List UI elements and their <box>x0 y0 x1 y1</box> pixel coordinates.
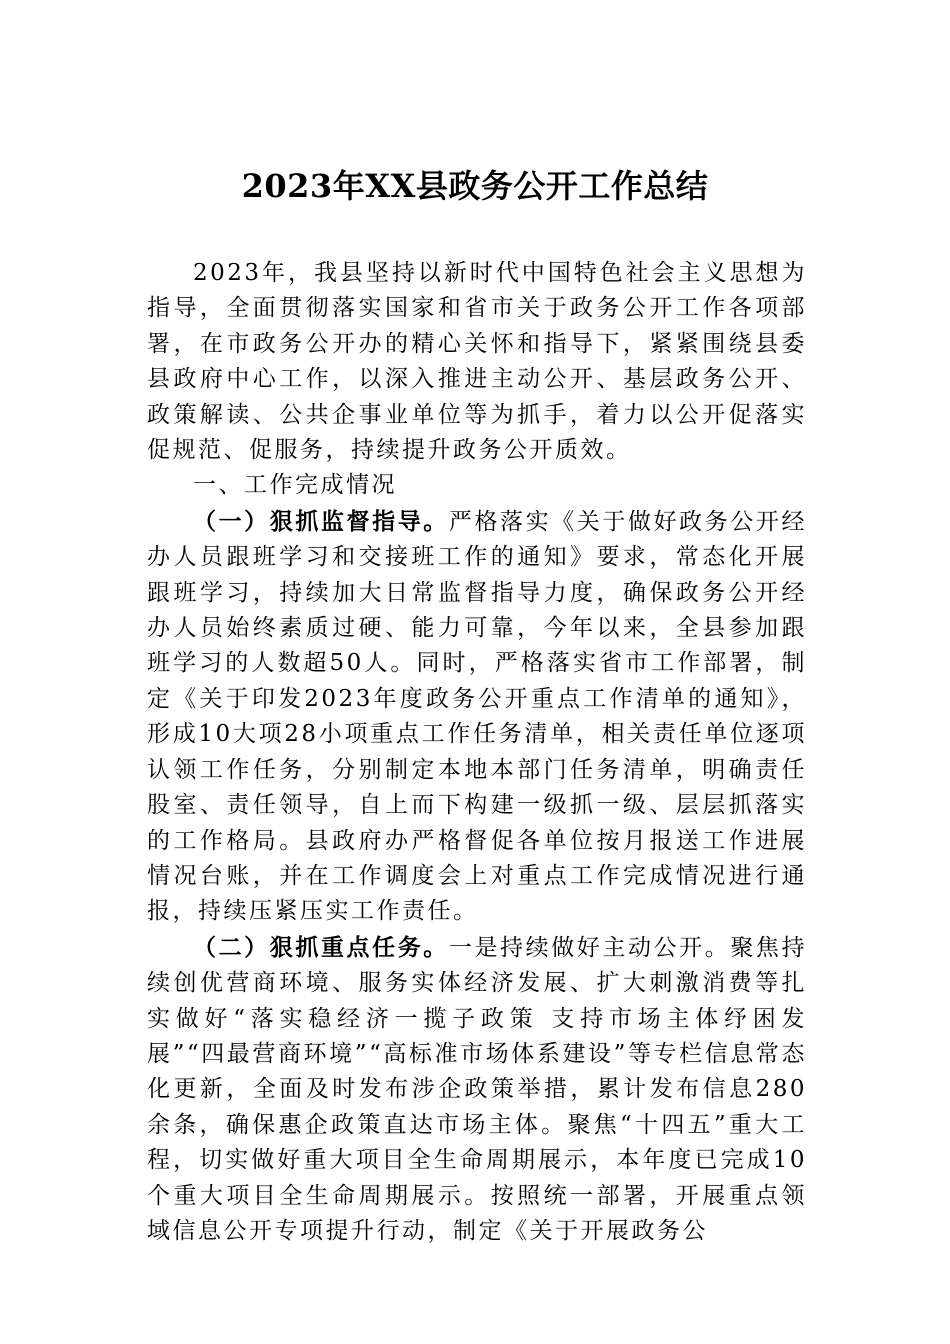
paragraph-lead: （二）狠抓重点任务。 <box>193 933 449 961</box>
paragraph-supervision <box>147 504 807 930</box>
paragraph-lead: （一）狠抓监督指导。 <box>193 507 449 535</box>
section-heading: 一、工作完成情况 <box>193 472 397 499</box>
paragraph-text: 严格落实《关于做好政务公开经办人员跟班学习和交接班工作的通知》要求，常态化开展跟班学习，持续加大日常监督指导力度，确保政务公开经办人员始终素质过硬、能力可靠，今年以来，全县参加跟班学习的人数超50人。同时，严格落实省市工作部署，制定《关于印发2023年度政务公开重点工作清单的通知》，形成10大项28小项重点工作任务清单，相关责任单位逐项认领工作任务，分别制定本地本部门任务清单，明确责任股室、责任领导，自上而下构建一级抓一级、层层抓落实的工作格局。县政府办严格督促各单位按月报送工作进展情况台账，并在工作调度会上对重点工作完成情况进行通报，持续压紧压实工作责任。 <box>147 508 808 925</box>
paragraph-key-tasks <box>147 930 807 1250</box>
intro-paragraph: 2023年，我县坚持以新时代中国特色社会主义思想为指导，全面贯彻落实国家和省市关于政务公开工作各项部署，在市政务公开办的精心关怀和指导下，紧紧围绕县委县政府中心工作，以深入推进主动公开、基层政务公开、政策解读、公共企事业单位等为抓手，着力以公开促落实促规范、促服务，持续提升政务公开质效。 <box>147 260 807 464</box>
document-title: 2023年XX县政务公开工作总结 <box>241 167 709 205</box>
paragraph-text: 一是持续做好主动公开。聚焦持续创优营商环境、服务实体经济发展、扩大刺激消费等扎实做好“落实稳经济一揽子政策 支持市场主体纾困发展”“四最营商环境”“高标准市场体系建设”等专栏信息常态化更新，全面及时发布涉企政策举措，累计发布信息280余条，确保惠企政策直达市场主体。聚焦“十四五”重大工程，切实做好重大项目全生命周期展示，本年度已完成10个重大项目全生命周期展示。按照统一部署，开展重点领域信息公开专项提升行动，制定《关于开展政务公 <box>147 934 808 1244</box>
document-body <box>147 256 807 1249</box>
